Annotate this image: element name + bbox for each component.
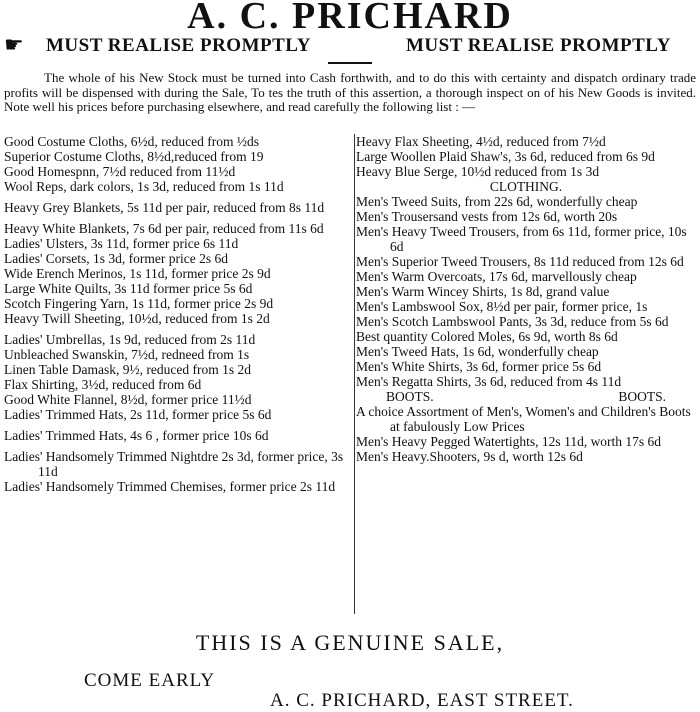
list-item: Ladies' Handsomely Trimmed Chemises, former price 2s 11d xyxy=(4,479,336,494)
list-item: Flax Shirting, 3½d, reduced from 6d xyxy=(4,377,202,392)
list-item: A choice Assortment of Men's, Women's and Children's Boots at fabulously Low Prices xyxy=(356,404,691,434)
list-item: Heavy Twill Sheeting, 10½d, reduced from 1s 2d xyxy=(4,311,270,326)
advert-title: A. C. PRICHARD xyxy=(187,0,513,37)
list-item: Ladies' Umbrellas, 1s 9d, reduced from 2s 11d xyxy=(4,332,256,347)
list-item: Men's Scotch Lambswool Pants, 3s 3d, reduce from 5s 6d xyxy=(356,314,669,329)
column-divider xyxy=(354,134,355,614)
pointing-hand-icon: ☛ xyxy=(4,32,24,57)
list-item: Men's Lambswool Sox, 8½d per pair, former price, 1s xyxy=(356,299,648,314)
list-item: Large White Quilts, 3s 11d former price 5s 6d xyxy=(4,281,253,296)
list-item: Ladies' Ulsters, 3s 11d, former price 6s 11d xyxy=(4,236,239,251)
list-item: Ladies' Trimmed Hats, 4s 6 , former price 10s 6d xyxy=(4,428,269,443)
list-item: Men's White Shirts, 3s 6d, former price 5s 6d xyxy=(356,359,602,374)
promo-line xyxy=(0,33,700,57)
short-rule xyxy=(328,62,372,64)
list-item: Best quantity Colored Moles, 6s 9d, worth 8s 6d xyxy=(356,329,618,344)
come-early-text: COME EARLY xyxy=(84,670,216,691)
list-item: Wide Erench Merinos, 1s 11d, former price 2s 9d xyxy=(4,266,271,281)
list-item: Good White Flannel, 8½d, former price 11½d xyxy=(4,392,252,407)
list-item: Large Woollen Plaid Shaw's, 3s 6d, reduced from 6s 9d xyxy=(356,149,655,164)
list-item: Men's Superior Tweed Trousers, 8s 11d reduced from 12s 6d xyxy=(356,254,684,269)
list-item: Superior Costume Cloths, 8½d,reduced from 19 xyxy=(4,149,264,164)
list-item: Heavy Flax Sheeting, 4½d, reduced from 7½d xyxy=(356,134,606,149)
genuine-sale-banner: THIS IS A GENUINE SALE, xyxy=(195,630,505,655)
list-item: Men's Tweed Hats, 1s 6d, wonderfully cheap xyxy=(356,344,599,359)
list-item: Ladies' Handsomely Trimmed Nightdre 2s 3d, former price, 3s 11d xyxy=(4,449,344,479)
list-item: Linen Table Damask, 9½, reduced from 1s 2d xyxy=(4,362,251,377)
list-item: Heavy White Blankets, 7s 6d per pair, reduced from 11s 6d xyxy=(4,221,324,236)
list-item: Unbleached Swanskin, 7½d, redneed from 1s xyxy=(4,347,250,362)
list-item: Men's Tweed Suits, from 22s 6d, wonderfully cheap xyxy=(356,194,638,209)
list-item: Ladies' Corsets, 1s 3d, former price 2s 6d xyxy=(4,251,229,266)
list-item: Heavy Blue Serge, 10½d reduced from 1s 3d xyxy=(356,164,600,179)
list-item: Heavy Grey Blankets, 5s 11d per pair, reduced from 8s 11d xyxy=(4,200,325,215)
right-column xyxy=(356,134,696,464)
list-item: Men's Regatta Shirts, 3s 6d, reduced from 4s 11d xyxy=(356,374,622,389)
boots-heading xyxy=(356,389,696,404)
list-item: Wool Reps, dark colors, 1s 3d, reduced from 1s 11d xyxy=(4,179,284,194)
list-item: Good Homespnn, 7½d reduced from 11½d xyxy=(4,164,236,179)
list-item: Men's Warm Wincey Shirts, 1s 8d, grand value xyxy=(356,284,610,299)
clothing-heading: CLOTHING. xyxy=(489,179,563,194)
list-item: Men's Heavy Pegged Watertights, 12s 11d, worth 17s 6d xyxy=(356,434,662,449)
list-item: Men's Warm Overcoats, 17s 6d, marvellously cheap xyxy=(356,269,637,284)
list-item: Ladies' Trimmed Hats, 2s 11d, former price 5s 6d xyxy=(4,407,272,422)
left-column xyxy=(4,134,352,494)
promo-left: MUST REALISE PROMPTLY xyxy=(46,35,311,56)
list-item: Men's Heavy Tweed Trousers, from 6s 11d, former price, 10s 6d xyxy=(356,224,687,254)
boots-heading-left: BOOTS. xyxy=(386,389,434,404)
list-item: Good Costume Cloths, 6½d, reduced from ½ds xyxy=(4,134,259,149)
promo-right: MUST REALISE PROMPTLY xyxy=(406,35,671,56)
intro-paragraph: The whole of his New Stock must be turned into Cash forthwith, and to do this with certainty and dispatch ordinary trade profits will be dispensed with during the Sale, To tes the truth of this assertion, a thorough inspect on of his New Goods is invited. Note well his prices before purchasing elsewhere, and read carefully the following list : — xyxy=(4,70,696,114)
boots-heading-right: BOOTS. xyxy=(618,389,666,404)
list-item: Men's Trousersand vests from 12s 6d, worth 20s xyxy=(356,209,618,224)
address-line: A. C. PRICHARD, EAST STREET. xyxy=(270,690,574,711)
list-item: Scotch Fingering Yarn, 1s 11d, former price 2s 9d xyxy=(4,296,274,311)
list-item: Men's Heavy.Shooters, 9s d, worth 12s 6d xyxy=(356,449,583,464)
